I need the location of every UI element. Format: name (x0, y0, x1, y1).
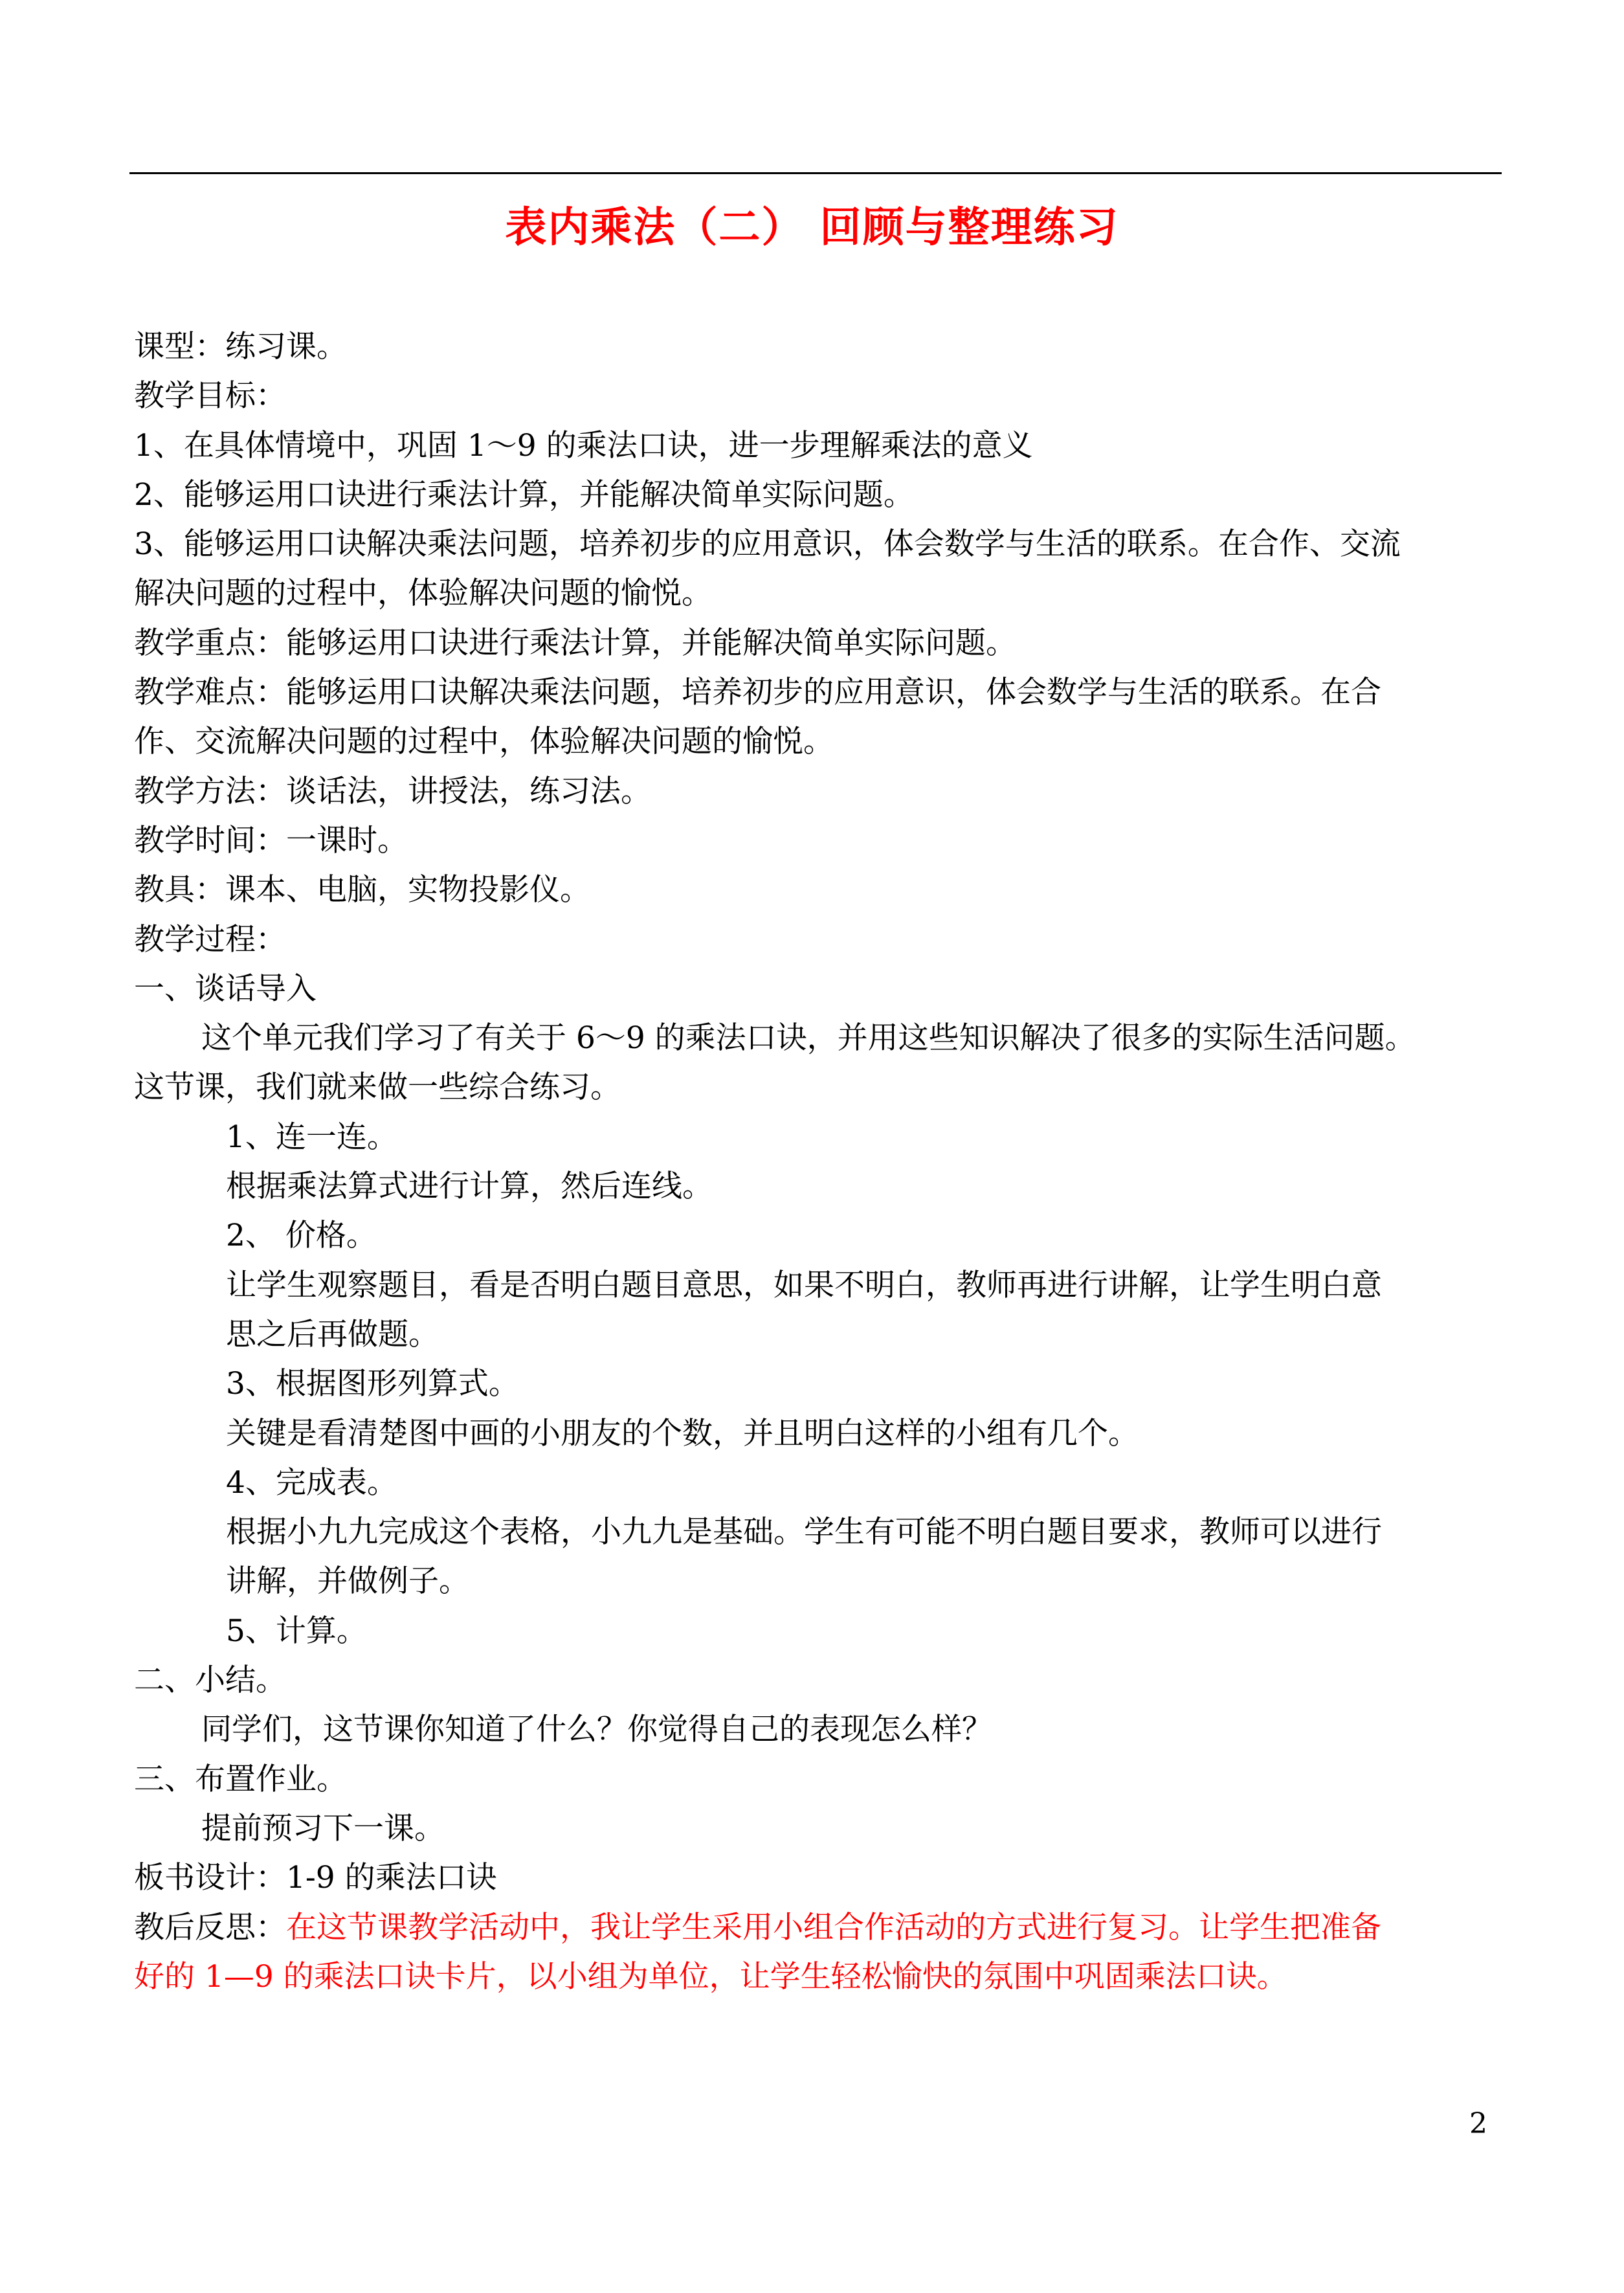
objective-2: 2、能够运用口诀进行乘法计算，并能解决简单实际问题。 (134, 476, 914, 513)
objective-3-line-2: 解决问题的过程中，体验解决问题的愉悦。 (134, 576, 712, 612)
document-body (134, 322, 1506, 2002)
exercise-4-text-line-2: 讲解，并做例子。 (226, 1563, 469, 1600)
lesson-type: 课型：练习课。 (134, 329, 347, 364)
homework-text: 提前预习下一课。 (201, 1810, 445, 1846)
header-rule (129, 172, 1502, 174)
objective-3-line-1: 3、能够运用口诀解决乘法问题，培养初步的应用意识，体会数学与生活的联系。在合作、交流 (134, 526, 1401, 563)
objectives-heading: 教学目标： (134, 378, 286, 414)
exercise-2-text-line-2: 思之后再做题。 (226, 1316, 439, 1352)
reflection-text-2: 好的 1—9 的乘法口诀卡片，以小组为单位，让学生轻松愉快的氛围中巩固乘法口诀。 (134, 1958, 1287, 1995)
difficulty-line-2: 作、交流解决问题的过程中，体验解决问题的愉悦。 (134, 724, 834, 760)
page-number: 2 (1469, 2107, 1487, 2140)
section-2-heading: 二、小结。 (134, 1662, 286, 1699)
objective-1: 1、在具体情境中，巩固 1～9 的乘法口诀，进一步理解乘法的意义 (134, 427, 1033, 464)
exercise-2-text-line-1: 让学生观察题目，看是否明白题目意思，如果不明白，教师再进行讲解，让学生明白意 (226, 1267, 1382, 1303)
exercise-3-heading: 3、根据图形列算式。 (226, 1366, 519, 1402)
board-design: 板书设计：1-9 的乘法口诀 (134, 1860, 497, 1896)
process-heading: 教学过程： (134, 921, 286, 957)
intro-paragraph-line-1: 这个单元我们学习了有关于 6～9 的乘法口诀，并用这些知识解决了很多的实际生活问题。 (201, 1020, 1416, 1057)
exercise-2-heading: 2、 价格。 (226, 1218, 377, 1254)
difficulty-line-1: 教学难点：能够运用口诀解决乘法问题，培养初步的应用意识，体会数学与生活的联系。在合 (134, 675, 1381, 711)
key-point: 教学重点：能够运用口诀进行乘法计算，并能解决简单实际问题。 (134, 625, 1016, 661)
intro-paragraph-line-2: 这节课，我们就来做一些综合练习。 (134, 1069, 621, 1106)
exercise-1-text: 根据乘法算式进行计算，然后连线。 (226, 1169, 713, 1205)
page-title: 表内乘法（二） 回顾与整理练习 (505, 203, 1119, 252)
reflection-text-1: 在这节课教学活动中，我让学生采用小组合作活动的方式进行复习。让学生把准备 (286, 1909, 1381, 1945)
reflection-line-1 (134, 1903, 1506, 1952)
section-1-heading: 一、谈话导入 (134, 970, 317, 1007)
exercise-4-text-line-1: 根据小九九完成这个表格，小九九是基础。学生有可能不明白题目要求，教师可以进行 (226, 1514, 1382, 1550)
teaching-method: 教学方法：谈话法，讲授法，练习法。 (134, 773, 651, 809)
exercise-4-heading: 4、完成表。 (226, 1464, 397, 1501)
reflection-label: 教后反思： (134, 1909, 286, 1945)
summary-text: 同学们，这节课你知道了什么？你觉得自己的表现怎么样？ (201, 1712, 992, 1748)
teaching-aids: 教具：课本、电脑，实物投影仪。 (134, 872, 590, 908)
teaching-time: 教学时间：一课时。 (134, 822, 408, 858)
section-3-heading: 三、布置作业。 (134, 1761, 347, 1797)
exercise-1-heading: 1、连一连。 (226, 1119, 397, 1155)
exercise-3-text: 关键是看清楚图中画的小朋友的个数，并且明白这样的小组有几个。 (226, 1415, 1139, 1451)
exercise-5-heading: 5、计算。 (226, 1613, 367, 1649)
